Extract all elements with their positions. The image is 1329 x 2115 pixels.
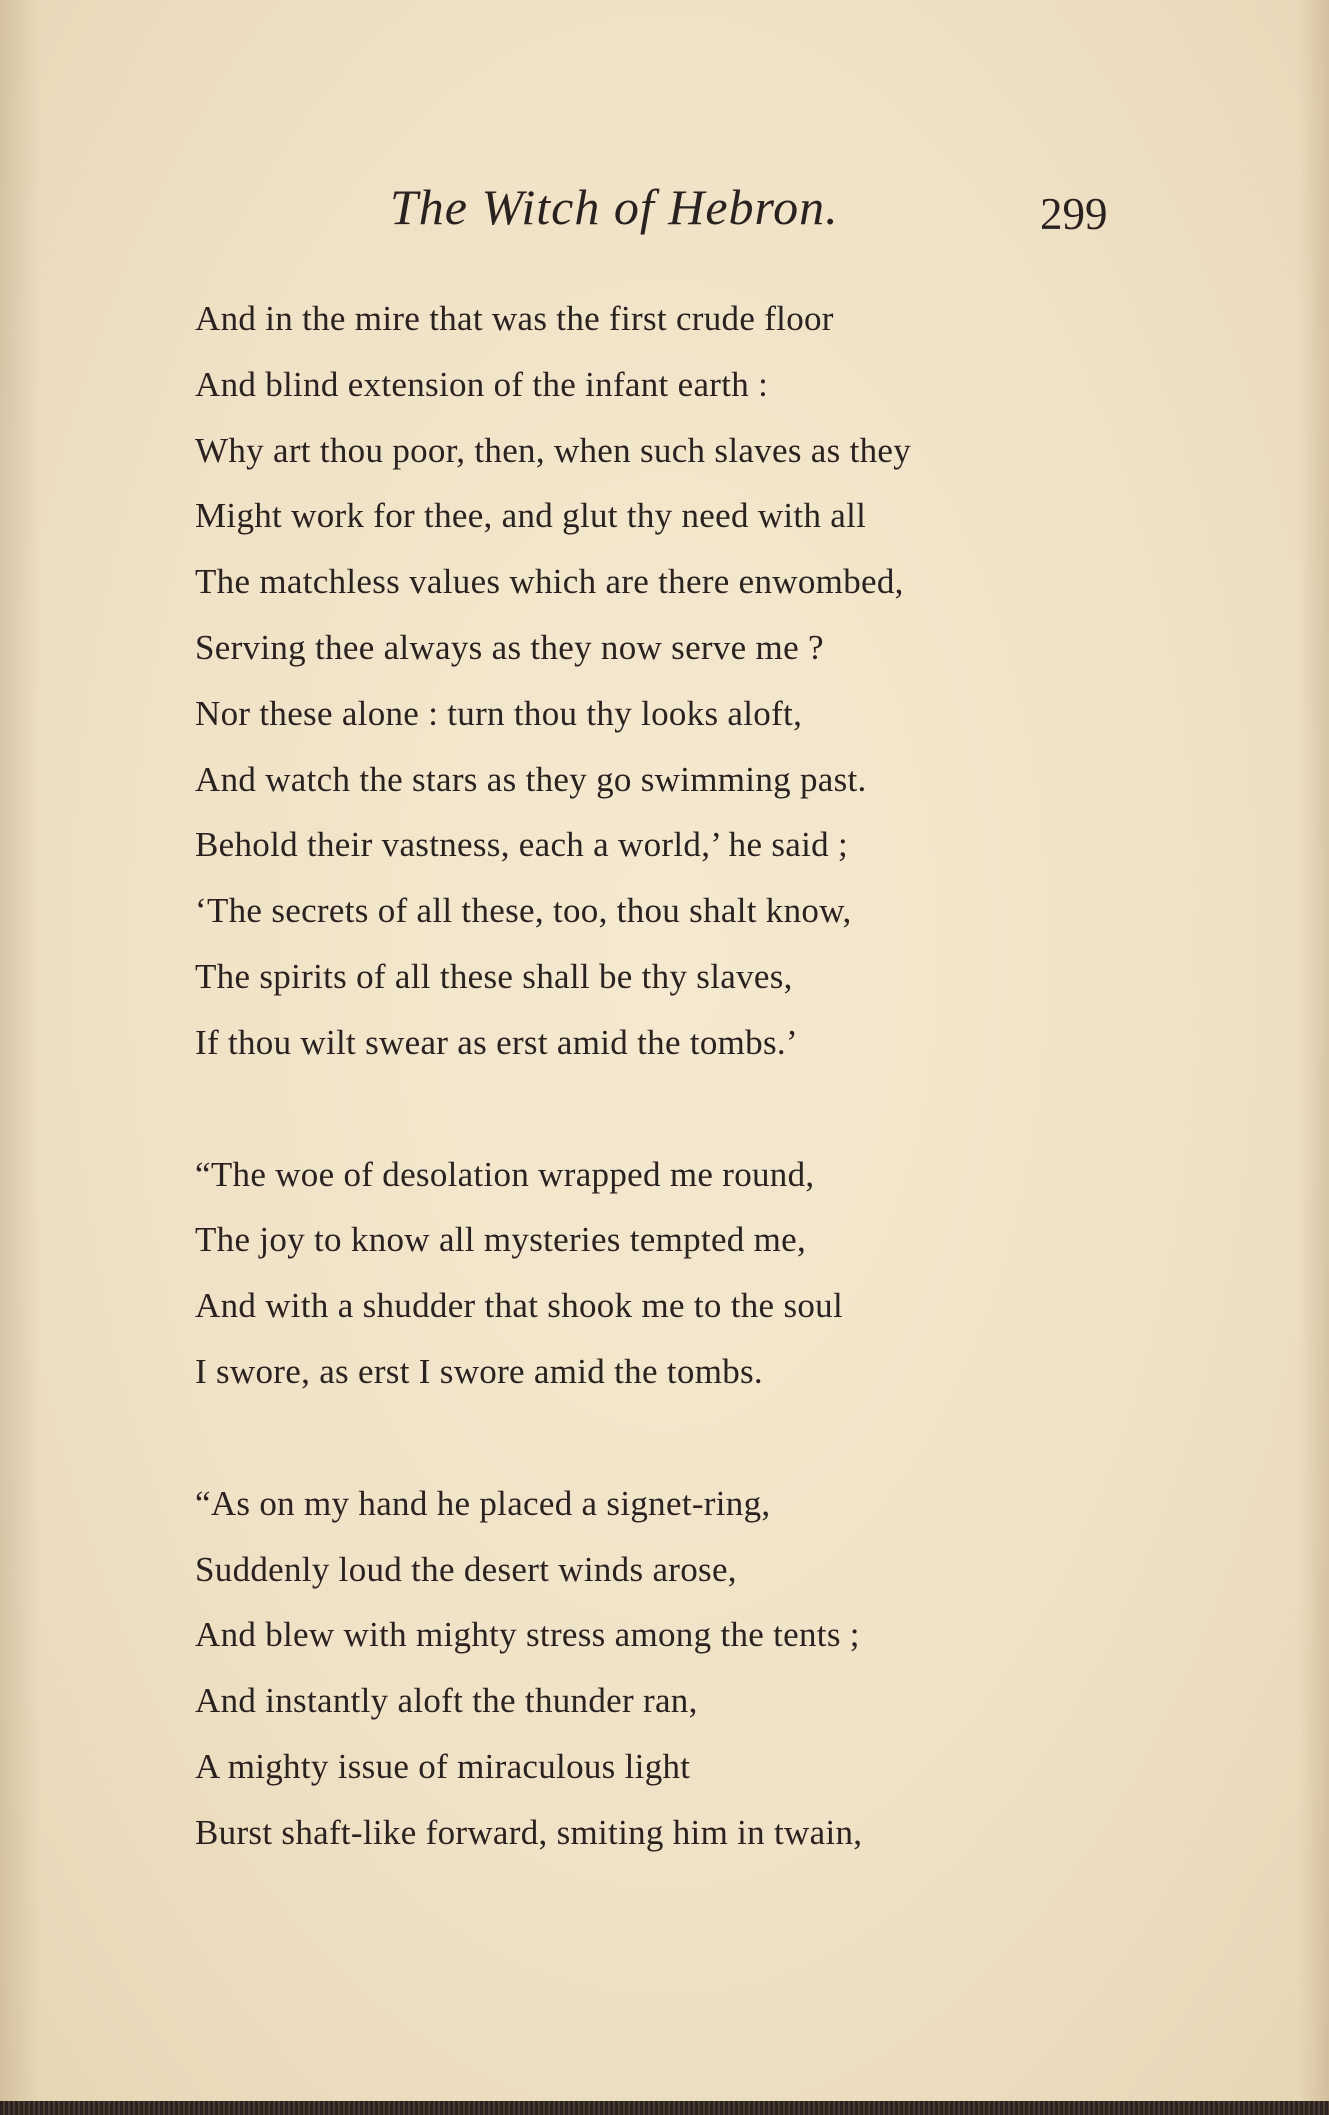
verse-line: Nor these alone : turn thou thy looks aloft, <box>195 693 803 733</box>
stanza-3 <box>195 1471 1195 1866</box>
running-header <box>0 178 1329 248</box>
verse-line: Behold their vastness, each a world,’ he said ; <box>195 825 848 865</box>
verse-line: “The woe of desolation wrapped me round, <box>195 1154 815 1194</box>
page-number: 299 <box>1040 189 1108 239</box>
verse-line: “As on my hand he placed a signet-ring, <box>195 1483 771 1523</box>
verse-line: And in the mire that was the first crude floor <box>195 299 834 338</box>
stanza-2 <box>195 1142 1195 1405</box>
verse-line: And watch the stars as they go swimming past. <box>195 759 867 799</box>
stanza-1 <box>195 286 1195 1076</box>
verse-line: And blind extension of the infant earth : <box>195 364 769 404</box>
verse-line: Might work for thee, and glut thy need with all <box>195 496 867 536</box>
verse-line: Serving thee always as they now serve me ? <box>195 627 824 667</box>
scan-edge-band <box>0 2101 1329 2115</box>
verse-line: The matchless values which are there enwombed, <box>195 562 904 602</box>
verse-line: Why art thou poor, then, when such slaves as they <box>195 430 912 470</box>
verse-line: A mighty issue of miraculous light <box>195 1746 691 1786</box>
poem-body <box>195 286 1195 1866</box>
page-edge-shadow <box>1299 0 1329 2115</box>
verse-line: The spirits of all these shall be thy slaves, <box>195 956 793 996</box>
verse-line: And with a shudder that shook me to the soul <box>195 1286 843 1326</box>
gutter-shadow <box>0 0 40 2115</box>
verse-line: And blew with mighty stress among the tents ; <box>195 1615 860 1655</box>
verse-line: Suddenly loud the desert winds arose, <box>195 1549 737 1589</box>
verse-line: The joy to know all mysteries tempted me, <box>195 1220 807 1260</box>
verse-line: If thou wilt swear as erst amid the tombs.’ <box>195 1022 798 1062</box>
verse-line: I swore, as erst I swore amid the tombs. <box>195 1351 763 1391</box>
verse-line: ‘The secrets of all these, too, thou shalt know, <box>195 891 852 931</box>
verse-line: And instantly aloft the thunder ran, <box>195 1681 698 1721</box>
verse-line: Burst shaft-like forward, smiting him in twain, <box>195 1812 863 1852</box>
running-title: The Witch of Hebron. <box>390 179 839 235</box>
